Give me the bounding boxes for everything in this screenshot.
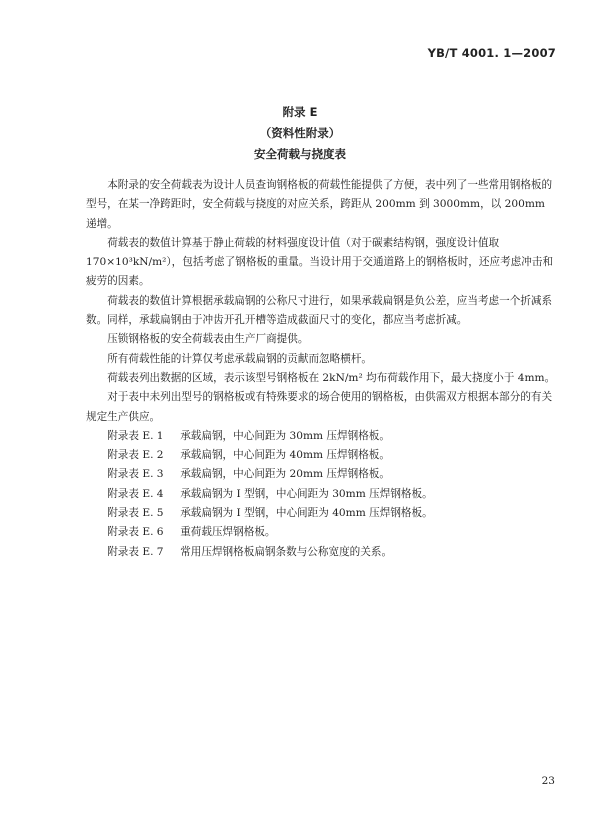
table-label: 附录表 E. 5 bbox=[107, 507, 164, 520]
table-description: 承载扁钢为 I 型钢，中心间距为 40mm 压焊钢格板。 bbox=[180, 507, 433, 520]
appendix-type: （资料性附录） bbox=[259, 126, 341, 140]
page-number: 23 bbox=[541, 775, 555, 787]
list-item bbox=[86, 523, 558, 542]
paragraph: 荷载表的数值计算基于静止荷载的材料强度设计值（对于碳素结构钢，强度设计值取 170×10³kN/m²），包括考虑了钢格板的重量。当设计用于交通道路上的钢格板时，还应考虑冲击和疲劳的因素。 bbox=[86, 236, 554, 288]
table-description: 常用压焊钢格板扁钢条数与公称宽度的关系。 bbox=[180, 545, 393, 558]
list-item bbox=[86, 465, 558, 484]
list-item bbox=[86, 446, 558, 465]
paragraph: 所有荷载性能的计算仅考虑承载扁钢的贡献而忽略横杆。 bbox=[107, 352, 373, 365]
table-label: 附录表 E. 6 bbox=[107, 526, 164, 539]
body-text bbox=[86, 176, 558, 562]
paragraph: 荷载表列出数据的区域，表示该型号钢格板在 2kN/m² 均布荷载作用下，最大挠度小于 4mm。 bbox=[107, 371, 556, 384]
list-item bbox=[86, 504, 558, 523]
table-description: 承载扁钢，中心间距为 40mm 压焊钢格板。 bbox=[180, 449, 390, 462]
table-description: 承载扁钢，中心间距为 20mm 压焊钢格板。 bbox=[180, 468, 390, 481]
paragraph: 压锁钢格板的安全荷载表由生产厂商提供。 bbox=[107, 333, 309, 346]
document-code: YB/T 4001. 1—2007 bbox=[427, 46, 556, 60]
table-description: 承载扁钢为 I 型钢，中心间距为 30mm 压焊钢格板。 bbox=[180, 487, 433, 500]
appendix-title: 安全荷载与挠度表 bbox=[254, 147, 346, 161]
appendix-table-list bbox=[86, 427, 558, 562]
appendix-label: 附录 E bbox=[282, 105, 318, 119]
table-description: 重荷载压焊钢格板。 bbox=[180, 526, 276, 539]
table-description: 承载扁钢，中心间距为 30mm 压焊钢格板。 bbox=[180, 429, 390, 442]
list-item bbox=[86, 485, 558, 504]
paragraph: 本附录的安全荷载表为设计人员查询钢格板的荷载性能提供了方便，表中列了一些常用钢格板的型号，在某一净跨距时，安全荷载与挠度的对应关系，跨距从 200mm 到 3000mm，以 200mm 递增。 bbox=[86, 179, 553, 230]
table-label: 附录表 E. 7 bbox=[107, 545, 164, 558]
paragraph: 荷载表的数值计算根据承载扁钢的公称尺寸进行，如果承载扁钢是负公差，应当考虑一个折减系数。同样，承载扁钢由于冲齿开孔开槽等造成截面尺寸的变化，都应当考虑折减。 bbox=[86, 294, 553, 327]
paragraph: 对于表中未列出型号的钢格板或有特殊要求的场合使用的钢格板，由供需双方根据本部分的有关规定生产供应。 bbox=[86, 391, 553, 423]
table-label: 附录表 E. 2 bbox=[107, 449, 164, 462]
table-label: 附录表 E. 3 bbox=[107, 468, 164, 481]
table-label: 附录表 E. 1 bbox=[107, 429, 164, 442]
list-item bbox=[86, 427, 558, 446]
list-item bbox=[86, 543, 558, 562]
table-label: 附录表 E. 4 bbox=[107, 487, 164, 500]
